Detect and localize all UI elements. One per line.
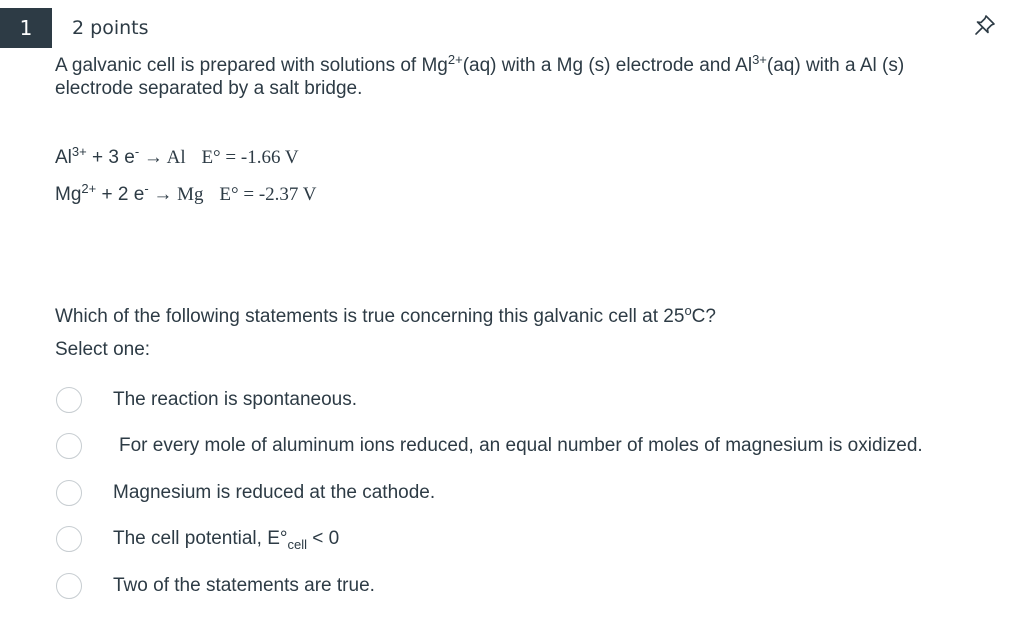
- option-label: The reaction is spontaneous.: [113, 389, 357, 410]
- radio-button[interactable]: [56, 480, 82, 506]
- question-number: 1: [0, 8, 52, 48]
- answer-option-4[interactable]: [55, 525, 995, 557]
- half-reaction-magnesium: $Mg^{2+} + 2$ e- → Mg E° = -2.37 V: [55, 181, 317, 205]
- select-one-label: Select one:: [55, 339, 151, 360]
- question-prompt: Which of the following statements is true concerning this galvanic cell at 25$^o$C?: [55, 303, 716, 327]
- question-points: 2 points: [72, 17, 149, 39]
- radio-button[interactable]: [56, 526, 82, 552]
- answer-option-5[interactable]: [55, 572, 995, 604]
- pin-icon[interactable]: [972, 12, 998, 38]
- option-label: The cell potential, $E^\circ_{cell} < 0$: [113, 528, 340, 552]
- answer-option-3[interactable]: [55, 479, 995, 511]
- radio-button[interactable]: [56, 433, 82, 459]
- question-text: A galvanic cell is prepared with solutions of $Mg^{2+}(aq)$ with a Mg (s) electrode and $Al^{3+}(aq)$ with a Al (s) electrode separated by a salt bridge.: [55, 52, 905, 99]
- option-label: Magnesium is reduced at the cathode.: [113, 482, 436, 503]
- option-label: Two of the statements are true.: [113, 575, 375, 596]
- answer-option-1[interactable]: [55, 386, 995, 418]
- radio-button[interactable]: [56, 387, 82, 413]
- radio-button[interactable]: [56, 573, 82, 599]
- answer-option-2[interactable]: [55, 432, 995, 464]
- half-reaction-aluminum: $Al^{3+} + 3$ e- → Al E° = -1.66 V: [55, 144, 299, 168]
- option-label: For every mole of aluminum ions reduced, an equal number of moles of magnesium is oxidized.: [119, 435, 923, 456]
